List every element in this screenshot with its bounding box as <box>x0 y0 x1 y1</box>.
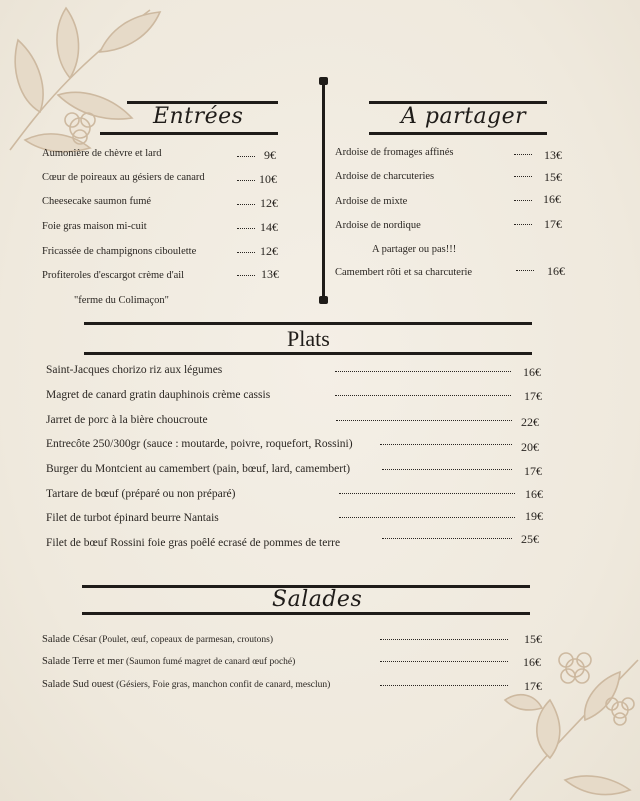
salades-item-detail: (Poulet, œuf, copeaux de parmesan, croutons) <box>96 635 274 645</box>
partager-price-3: 16€ <box>543 192 561 206</box>
plats-price-1: 16€ <box>523 365 541 379</box>
leader-dots <box>339 517 515 518</box>
partager-note: A partager ou pas!!! <box>372 244 457 255</box>
partager-item-3: Ardoise de mixte <box>335 196 408 207</box>
salades-rule-bottom <box>82 612 530 615</box>
botanical-leaves-top-left-icon <box>0 0 170 170</box>
botanical-flowers-bottom-right-icon <box>490 640 640 801</box>
salades-item-detail: (Saumon fumé magret de canard œuf poché) <box>123 657 296 667</box>
partager-price-1: 13€ <box>544 148 562 162</box>
leader-dots <box>514 224 532 225</box>
plats-price-4: 20€ <box>521 440 539 454</box>
leader-dots <box>380 444 512 445</box>
partager-price-4: 17€ <box>544 217 562 231</box>
entrees-price-5: 12€ <box>260 244 278 258</box>
entrees-price-6: 13€ <box>261 267 279 281</box>
plats-item-5: Burger du Montcient au camembert (pain, bœuf, lard, camembert) <box>46 463 351 475</box>
salades-item-detail: (Gésiers, Foie gras, manchon confit de canard, mesclun) <box>113 680 331 690</box>
divider-cap-bottom <box>319 296 328 304</box>
partager-item-1: Ardoise de fromages affinés <box>335 147 454 158</box>
leader-dots <box>336 420 512 421</box>
entrees-price-2: 10€ <box>259 172 277 186</box>
plats-rule-bottom <box>84 352 532 355</box>
salades-price-1: 15€ <box>524 632 542 646</box>
partager-rule-bottom <box>369 132 547 135</box>
entrees-title: Entrées <box>153 104 244 129</box>
plats-item-1: Saint-Jacques chorizo riz aux légumes <box>46 364 223 376</box>
salades-item-name: Salade César <box>42 634 97 645</box>
salades-title: Salades <box>272 587 363 612</box>
partager-price-2: 15€ <box>544 170 562 184</box>
salades-item-3 <box>42 679 330 690</box>
salades-price-3: 17€ <box>524 679 542 693</box>
leader-dots <box>237 252 255 253</box>
salades-item-name: Salade Terre et mer <box>42 656 124 667</box>
plats-title: Plats <box>287 326 330 351</box>
plats-rule-top <box>84 322 532 325</box>
leader-dots <box>516 270 534 271</box>
entrees-item-3: Cheesecake saumon fumé <box>42 196 152 207</box>
leader-dots <box>514 154 532 155</box>
leader-dots <box>237 275 255 276</box>
entrees-price-1: 9€ <box>264 148 276 162</box>
plats-item-2: Magret de canard gratin dauphinois crème cassis <box>46 389 271 401</box>
leader-dots <box>237 156 255 157</box>
plats-price-8: 25€ <box>521 532 539 546</box>
leader-dots <box>237 228 255 229</box>
leader-dots <box>335 395 511 396</box>
plats-item-4: Entrecôte 250/300gr (sauce : moutarde, poivre, roquefort, Rossini) <box>46 438 353 450</box>
leader-dots <box>339 493 515 494</box>
entrees-item-6: Profiteroles d'escargot crème d'ail <box>42 270 185 281</box>
entrees-item-1: Aumonière de chèvre et lard <box>42 148 162 159</box>
leader-dots <box>382 469 512 470</box>
entrees-item-5: Fricassée de champignons ciboulette <box>42 246 197 257</box>
plats-price-7: 19€ <box>525 509 543 523</box>
partager-title: A partager <box>401 104 527 129</box>
leader-dots <box>514 176 532 177</box>
plats-price-2: 17€ <box>524 389 542 403</box>
leader-dots <box>380 661 508 662</box>
entrees-item-4: Foie gras maison mi-cuit <box>42 221 147 232</box>
leader-dots <box>380 639 508 640</box>
salades-item-2 <box>42 656 295 667</box>
leader-dots <box>514 200 532 201</box>
plats-item-3: Jarret de porc à la bière choucroute <box>46 414 208 426</box>
leader-dots <box>382 538 512 539</box>
leader-dots <box>237 180 255 181</box>
partager-item-5: Camembert rôti et sa charcuterie <box>335 267 473 278</box>
salades-item-1 <box>42 634 273 645</box>
partager-item-4: Ardoise de nordique <box>335 220 421 231</box>
salades-item-name: Salade Sud ouest <box>42 679 114 690</box>
plats-price-3: 22€ <box>521 415 539 429</box>
plats-price-6: 16€ <box>525 487 543 501</box>
entrees-price-3: 12€ <box>260 196 278 210</box>
salades-price-2: 16€ <box>523 655 541 669</box>
plats-price-5: 17€ <box>524 464 542 478</box>
leader-dots <box>380 685 508 686</box>
partager-item-2: Ardoise de charcuteries <box>335 171 435 182</box>
leader-dots <box>237 204 255 205</box>
plats-item-6: Tartare de bœuf (préparé ou non préparé) <box>46 488 236 500</box>
vertical-divider <box>322 80 325 300</box>
entrees-price-4: 14€ <box>260 220 278 234</box>
leader-dots <box>335 371 511 372</box>
partager-price-5: 16€ <box>547 264 565 278</box>
entrees-rule-bottom <box>100 132 278 135</box>
plats-item-8: Filet de bœuf Rossini foie gras poêlé ecrasé de pommes de terre <box>46 537 341 549</box>
entrees-item-2: Cœur de poireaux au gésiers de canard <box>42 172 205 183</box>
entrees-note: "ferme du Colimaçon" <box>74 295 169 306</box>
plats-item-7: Filet de turbot épinard beurre Nantais <box>46 512 219 524</box>
